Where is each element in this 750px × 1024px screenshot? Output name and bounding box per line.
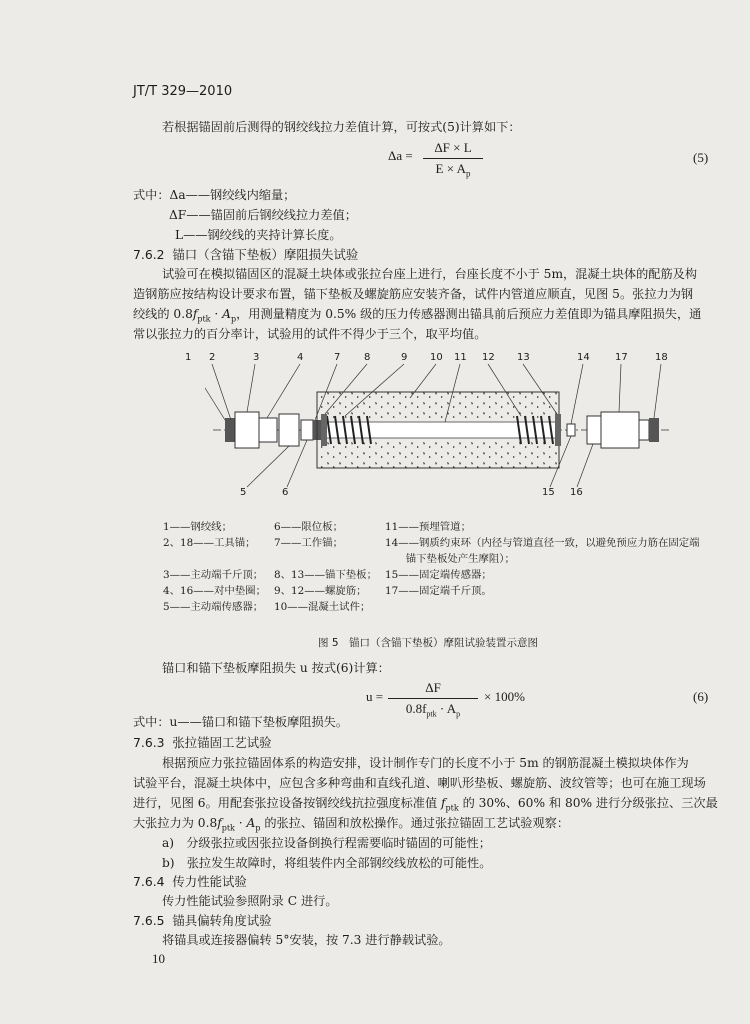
sec762-line2: 造钢筋应按结构设计要求布置，锚下垫板及螺旋筋应安装齐备，试件内管道应顺直，见图 5。张拉力为钢: [133, 287, 694, 301]
fig-label-4: 4: [297, 352, 304, 363]
sec762-line3: 绞线的 $0.8f_{ptk} \cdot A_p$，用测量精度为 0.5% 级的压力传感器测出锚具前后预应力差值即为锚具摩阻损失，通: [133, 307, 702, 324]
fig-label-9: 9: [401, 352, 408, 363]
sec762-line1: 试验可在模拟锚固区的混凝土块体或张拉台座上进行，台座长度不小于 5m，混凝土块体的配筋及构: [162, 267, 698, 281]
limit-plate: [301, 420, 313, 440]
sec763-item-b: b) 张拉发生故障时，将组装件内全部钢绞线放松的可能性。: [162, 856, 492, 870]
fig-label-8: 8: [364, 352, 371, 363]
eq5-number: (5): [693, 150, 709, 165]
sec763-item-a: a) 分级张拉或因张拉设备倒换行程需要临时锚固的可能性；: [162, 836, 491, 850]
section-763-number: 7.6.3: [133, 735, 165, 750]
active-jack: [235, 412, 259, 448]
embedded-duct: [323, 422, 559, 438]
fig-label-13: 13: [517, 352, 530, 363]
eq5-denominator: $E \times A_p$: [435, 161, 471, 179]
fig-label-7: 7: [334, 352, 341, 363]
left-tool-anchor: [225, 418, 235, 442]
fig-label-3: 3: [253, 352, 260, 363]
fig-label-12: 12: [482, 352, 495, 363]
fig-label-15: 15: [542, 487, 555, 498]
fixed-sensor: [587, 416, 601, 444]
fig-label-17: 17: [615, 352, 628, 363]
steel-ring: [567, 424, 575, 436]
fig-label-14: 14: [577, 352, 590, 363]
eq6-number: (6): [693, 689, 709, 704]
eq5-fraction: [423, 140, 483, 179]
where1-line2: ΔF——锚固前后钢绞线拉力差值；: [169, 208, 357, 222]
legend-col2: 6——限位板； 7——工作锚； 8、13——锚下垫板； 9、12——螺旋筋； 10——混凝土试件；: [274, 521, 377, 613]
fig-label-5: 5: [240, 487, 247, 498]
fig-label-18: 18: [655, 352, 668, 363]
eq5-lhs: Δa =: [388, 148, 413, 163]
section-764-number: 7.6.4: [133, 874, 165, 889]
fixed-jack: [601, 412, 639, 448]
fig-label-16: 16: [570, 487, 583, 498]
section-764-heading: [133, 872, 247, 890]
where1-line3: L——钢绞线的夹持计算长度。: [175, 228, 342, 242]
active-sensor: [279, 414, 299, 446]
sec763-line2: 试验平台，混凝土块体中，应包含多种弯曲和直线孔道、喇叭形垫板、螺旋筋、波纹管等；也可在施工现场: [133, 776, 706, 790]
intro-line: 若根据锚固前后测得的钢绞线拉力差值计算，可按式(5)计算如下：: [162, 120, 521, 134]
fig-label-10: 10: [430, 352, 443, 363]
centering-ring-right: [639, 420, 649, 440]
section-762-title: 锚口（含锚下垫板）摩阻损失试验: [172, 247, 359, 262]
sec765-line1: 将锚具或连接器偏转 5°安装，按 7.3 进行静载试验。: [162, 933, 451, 947]
friction-test-diagram: [205, 350, 680, 500]
eq6-numerator: ΔF: [425, 680, 441, 695]
page-number: 10: [152, 951, 165, 966]
fig-label-11: 11: [454, 352, 467, 363]
section-763-title: 张拉锚固工艺试验: [172, 735, 272, 750]
section-763-heading: [133, 733, 272, 751]
fig-label-1: 1: [185, 352, 192, 363]
bearing-plate-left: [321, 414, 327, 446]
sec764-line1: 传力性能试验参照附录 C 进行。: [162, 894, 338, 908]
sec763-line3: 进行，见图 6。用配套张拉设备按钢绞线抗拉强度标准值 $f_{ptk}$ 的 30%、60% 和 80% 进行分级张拉、三次最: [133, 796, 718, 813]
eq5-numerator: ΔF × L: [434, 140, 472, 155]
eq6-tail: × 100%: [484, 689, 525, 704]
sec763-line1: 根据预应力张拉锚固体系的构造安排，设计制作专门的长度不小于 5m 的钢筋混凝土模拟块体作为: [162, 756, 689, 770]
standard-code: JT/T 329—2010: [133, 84, 233, 99]
sec762-line4: 常以张拉力的百分率计，试验用的试件不得少于三个，取平均值。: [133, 327, 487, 341]
where1-lead: 式中：Δa——钢绞线内缩量；: [133, 188, 296, 202]
section-764-title: 传力性能试验: [172, 874, 247, 889]
section-765-title: 锚具偏转角度试验: [172, 913, 272, 928]
section-762-heading: [133, 245, 358, 263]
section-762-number: 7.6.2: [133, 247, 165, 262]
section-765-heading: [133, 911, 272, 929]
fig-label-2: 2: [209, 352, 216, 363]
fig-label-6: 6: [282, 487, 289, 498]
eq6-lhs: u =: [366, 689, 384, 704]
bearing-plate-right: [555, 414, 561, 446]
section-765-number: 7.6.5: [133, 913, 165, 928]
centering-ring-left: [259, 418, 277, 442]
figure-caption: 图 5 锚口（含锚下垫板）摩阻试验装置示意图: [318, 637, 539, 649]
legend-col1: 1——钢绞线； 2、18——工具锚； 3——主动端千斤顶； 4、16——对中垫圈； 5——主动端传感器；: [163, 521, 266, 613]
sec763-line4: 大张拉力为 $0.8f_{ptk} \cdot A_p$ 的张拉、锚固和放松操作。通过张拉锚固工艺试验观察：: [133, 816, 570, 833]
eq6-denominator: $0.8f_{ptk} \cdot A_p$: [405, 701, 461, 719]
legend-col3: 11——预埋管道； 14——钢质约束环（内径与管道直径一致，以避免预应力筋在固定端 锚下垫板处产生摩阻）； 15——固定端传感器； 17——固定端千斤顶。: [385, 521, 700, 597]
eq6-intro: 锚口和锚下垫板摩阻损失 u 按式(6)计算：: [162, 661, 390, 675]
right-tool-anchor: [649, 418, 659, 442]
eq6-fraction: [388, 680, 478, 719]
eq6-where: 式中：u——锚口和锚下垫板摩阻损失。: [133, 715, 349, 729]
